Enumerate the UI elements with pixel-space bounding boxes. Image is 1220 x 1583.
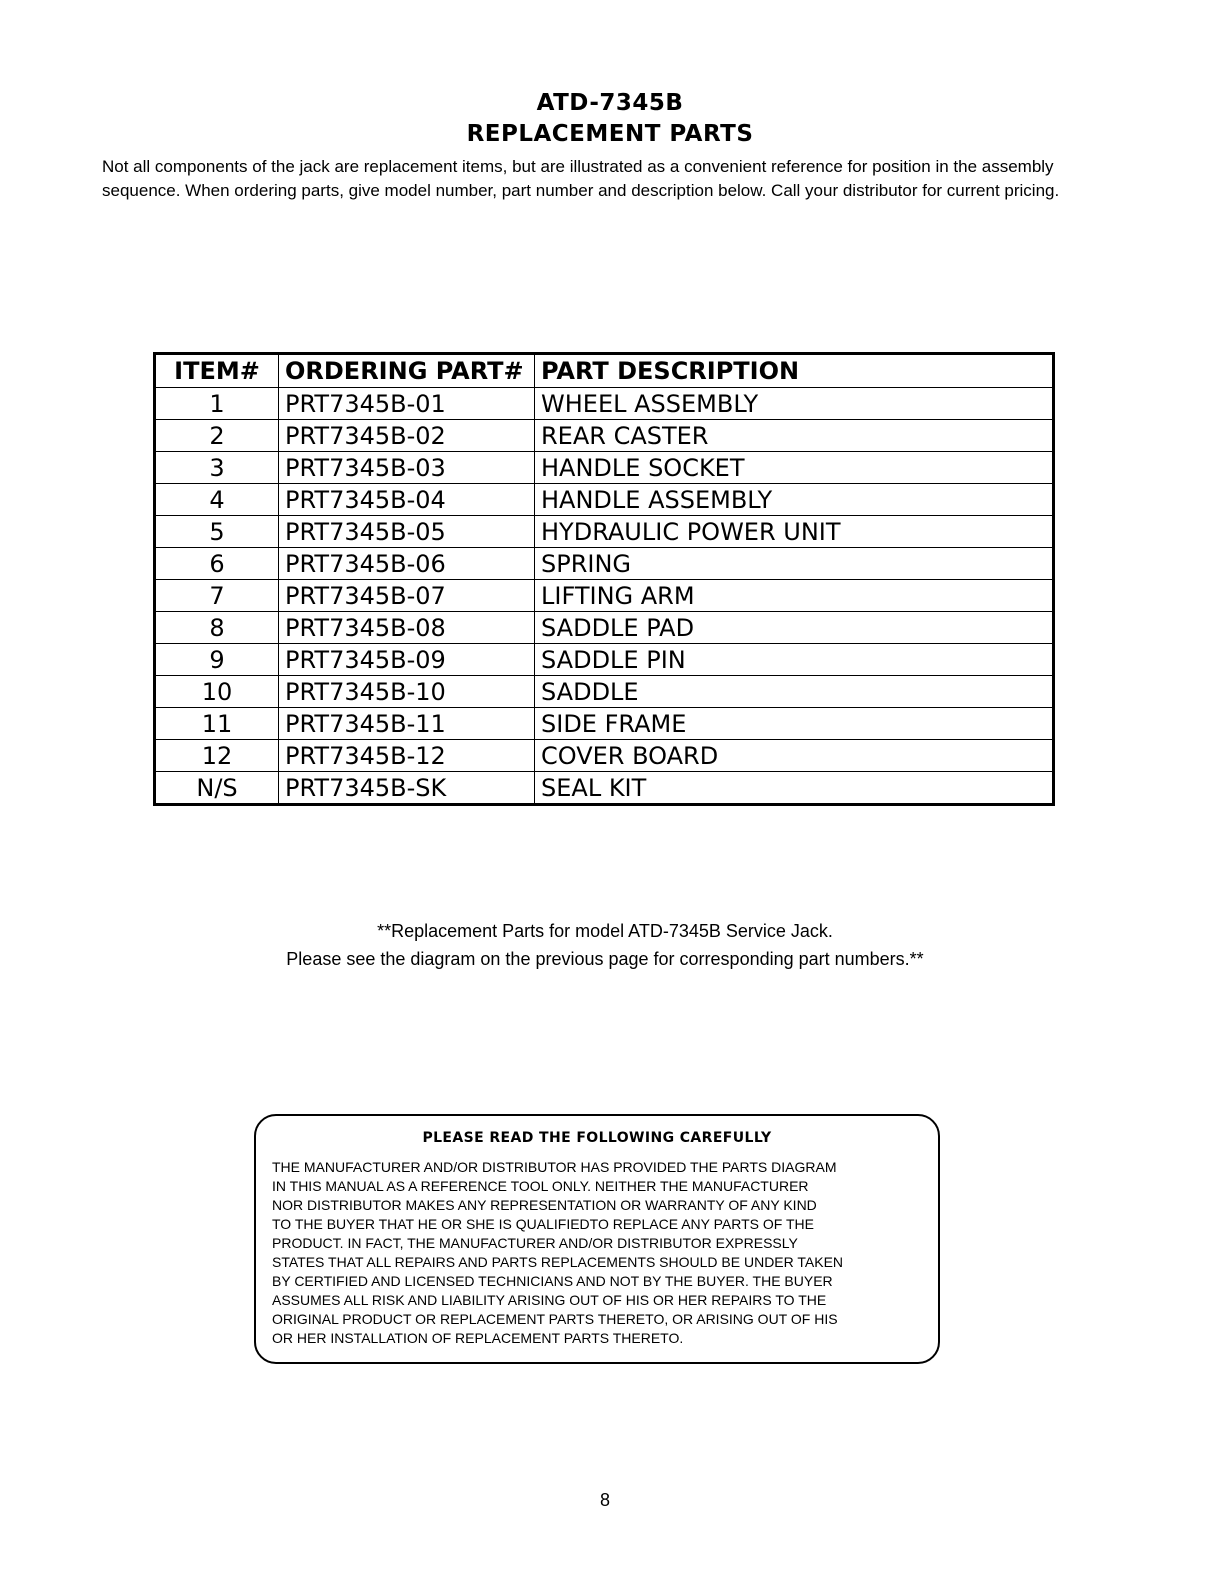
warning-box: [254, 1114, 940, 1364]
cell-item: 5: [155, 516, 279, 548]
cell-item: 2: [155, 420, 279, 452]
table-row: [155, 740, 1054, 772]
table-row: [155, 548, 1054, 580]
cell-part-number: PRT7345B-08: [279, 612, 535, 644]
cell-part-number: PRT7345B-02: [279, 420, 535, 452]
cell-description: WHEEL ASSEMBLY: [535, 388, 1054, 420]
warning-line: PRODUCT. IN FACT, THE MANUFACTURER AND/OR DISTRIBUTOR EXPRESSLY: [272, 1235, 798, 1251]
warning-line: THE MANUFACTURER AND/OR DISTRIBUTOR HAS PROVIDED THE PARTS DIAGRAM: [272, 1159, 837, 1175]
cell-description: SADDLE PAD: [535, 612, 1054, 644]
table-row: [155, 708, 1054, 740]
warning-body: [272, 1158, 938, 1348]
cell-part-number: PRT7345B-11: [279, 708, 535, 740]
header-item: ITEM#: [155, 354, 279, 388]
table-row: [155, 676, 1054, 708]
header-description: PART DESCRIPTION: [535, 354, 1054, 388]
page-number: 8: [599, 1490, 610, 1510]
cell-item: 10: [155, 676, 279, 708]
table-row: [155, 580, 1054, 612]
cell-part-number: PRT7345B-05: [279, 516, 535, 548]
table-row: [155, 420, 1054, 452]
warning-line: ORIGINAL PRODUCT OR REPLACEMENT PARTS THERETO, OR ARISING OUT OF HIS: [272, 1311, 838, 1327]
cell-item: 9: [155, 644, 279, 676]
warning-line: IN THIS MANUAL AS A REFERENCE TOOL ONLY. NEITHER THE MANUFACTURER: [272, 1178, 809, 1194]
cell-item: 8: [155, 612, 279, 644]
cell-part-number: PRT7345B-12: [279, 740, 535, 772]
model-title: ATD-7345B: [536, 90, 684, 116]
cell-part-number: PRT7345B-09: [279, 644, 535, 676]
page-title: REPLACEMENT PARTS: [466, 121, 754, 147]
cell-part-number: PRT7345B-10: [279, 676, 535, 708]
cell-part-number: PRT7345B-SK: [279, 772, 535, 805]
cell-description: SADDLE PIN: [535, 644, 1054, 676]
warning-line: OR HER INSTALLATION OF REPLACEMENT PARTS THERETO.: [272, 1330, 684, 1346]
cell-item: N/S: [155, 772, 279, 805]
parts-table: [153, 352, 1055, 806]
warning-line: NOR DISTRIBUTOR MAKES ANY REPRESENTATION OR WARRANTY OF ANY KIND: [272, 1197, 817, 1213]
cell-part-number: PRT7345B-06: [279, 548, 535, 580]
cell-item: 3: [155, 452, 279, 484]
cell-item: 4: [155, 484, 279, 516]
table-row: [155, 452, 1054, 484]
cell-part-number: PRT7345B-07: [279, 580, 535, 612]
warning-line: BY CERTIFIED AND LICENSED TECHNICIANS AND NOT BY THE BUYER. THE BUYER: [272, 1273, 833, 1289]
cell-description: SEAL KIT: [535, 772, 1054, 805]
table-row: [155, 644, 1054, 676]
cell-item: 1: [155, 388, 279, 420]
table-row: [155, 612, 1054, 644]
header-part-number: ORDERING PART#: [279, 354, 535, 388]
table-header-row: [155, 354, 1054, 388]
cell-item: 11: [155, 708, 279, 740]
cell-part-number: PRT7345B-03: [279, 452, 535, 484]
cell-description: COVER BOARD: [535, 740, 1054, 772]
intro-paragraph: Not all components of the jack are replacement items, but are illustrated as a convenient reference for position in the assembly sequence. When ordering parts, give model number, part number and description below. Call your distributor for current pricing.: [102, 157, 1060, 200]
parts-table-body: [155, 388, 1054, 805]
warning-title: PLEASE READ THE FOLLOWING CAREFULLY: [422, 1130, 772, 1146]
cell-description: HANDLE SOCKET: [535, 452, 1054, 484]
cell-description: REAR CASTER: [535, 420, 1054, 452]
warning-line: STATES THAT ALL REPAIRS AND PARTS REPLACEMENTS SHOULD BE UNDER TAKEN: [272, 1254, 844, 1270]
table-row: [155, 772, 1054, 805]
cell-item: 7: [155, 580, 279, 612]
cell-item: 6: [155, 548, 279, 580]
cell-description: SPRING: [535, 548, 1054, 580]
cell-item: 12: [155, 740, 279, 772]
cell-description: SADDLE: [535, 676, 1054, 708]
warning-line: ASSUMES ALL RISK AND LIABILITY ARISING OUT OF HIS OR HER REPAIRS TO THE: [272, 1292, 827, 1308]
cell-part-number: PRT7345B-04: [279, 484, 535, 516]
table-row: [155, 484, 1054, 516]
table-row: [155, 516, 1054, 548]
footnote-line-1: **Replacement Parts for model ATD-7345B Service Jack.: [377, 921, 833, 941]
cell-part-number: PRT7345B-01: [279, 388, 535, 420]
warning-line: TO THE BUYER THAT HE OR SHE IS QUALIFIEDTO REPLACE ANY PARTS OF THE: [272, 1216, 814, 1232]
cell-description: SIDE FRAME: [535, 708, 1054, 740]
cell-description: HYDRAULIC POWER UNIT: [535, 516, 1054, 548]
footnote-line-2: Please see the diagram on the previous page for corresponding part numbers.**: [286, 949, 924, 969]
cell-description: LIFTING ARM: [535, 580, 1054, 612]
table-row: [155, 388, 1054, 420]
cell-description: HANDLE ASSEMBLY: [535, 484, 1054, 516]
